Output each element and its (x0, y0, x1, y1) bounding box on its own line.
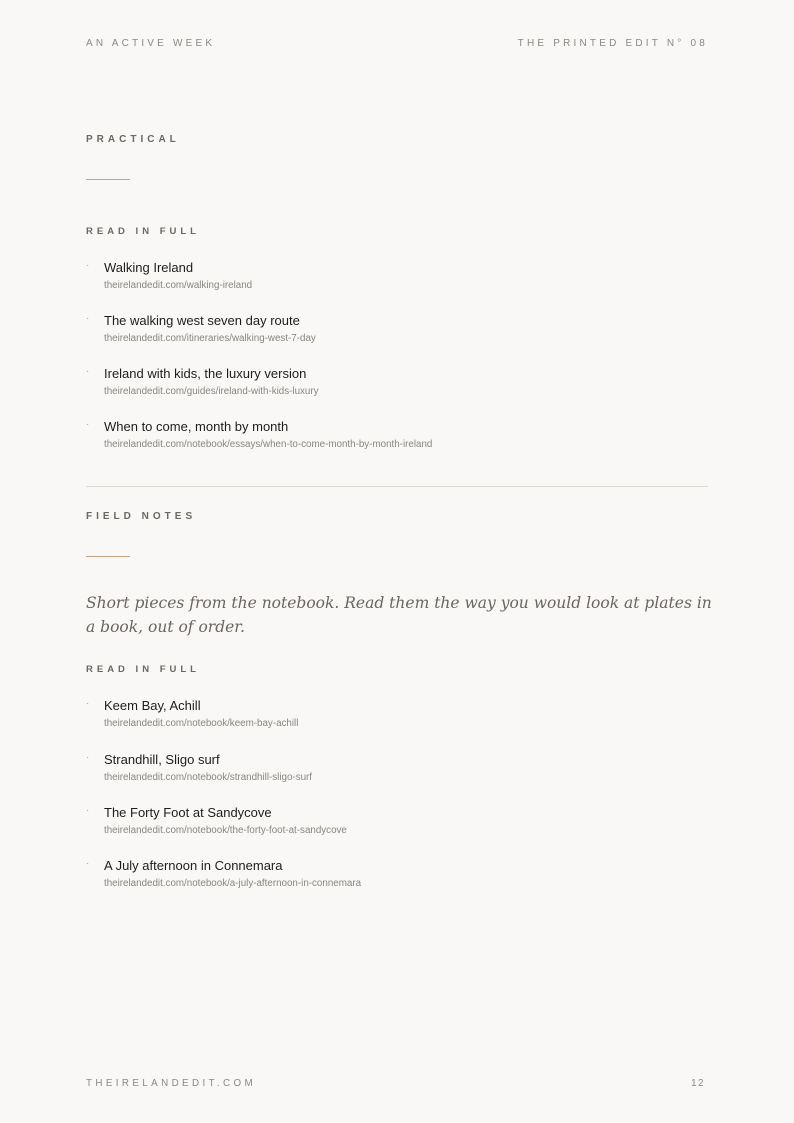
link-url[interactable]: theirelandedit.com/notebook/keem-bay-achill (104, 718, 299, 729)
running-header-right: THE PRINTED EDIT N° 08 (517, 38, 708, 49)
link-url[interactable]: theirelandedit.com/notebook/strandhill-sligo-surf (104, 772, 313, 783)
list-item[interactable] (86, 260, 708, 313)
field-notes-intro: Short pieces from the notebook. Read them the way you would look at plates in a book, out of order. (86, 594, 712, 636)
list-item[interactable] (86, 858, 708, 911)
link-title[interactable]: Walking Ireland (104, 260, 194, 275)
link-url[interactable]: theirelandedit.com/guides/ireland-with-kids-luxury (104, 386, 319, 397)
link-title[interactable]: Strandhill, Sligo surf (104, 752, 220, 767)
link-title[interactable]: A July afternoon in Connemara (104, 858, 283, 873)
bullet-icon: · (86, 419, 90, 430)
bullet-icon: · (86, 805, 90, 816)
footer-site: THEIRELANDEDIT.COM (86, 1078, 257, 1089)
read-in-full-label: READ IN FULL (86, 664, 200, 675)
link-title[interactable]: The walking west seven day route (104, 313, 300, 328)
list-item[interactable] (86, 752, 708, 805)
practical-link-list (86, 260, 708, 472)
bullet-icon: · (86, 752, 90, 763)
bullet-icon: · (86, 366, 90, 377)
section-divider (86, 486, 708, 487)
list-item[interactable] (86, 698, 708, 752)
field-notes-link-list (86, 698, 708, 911)
link-url[interactable]: theirelandedit.com/notebook/essays/when-to-come-month-by-month-ireland (104, 439, 433, 450)
accent-rule (86, 556, 130, 557)
bullet-icon: · (86, 698, 90, 709)
running-header-left: AN ACTIVE WEEK (86, 38, 216, 49)
list-item[interactable] (86, 366, 708, 419)
page-number: 12 (691, 1078, 705, 1089)
section-heading-practical: PRACTICAL (86, 134, 180, 145)
bullet-icon: · (86, 313, 90, 324)
bullet-icon: · (86, 260, 90, 271)
list-item[interactable] (86, 805, 708, 858)
link-url[interactable]: theirelandedit.com/notebook/the-forty-foot-at-sandycove (104, 825, 347, 836)
read-in-full-label: READ IN FULL (86, 226, 200, 237)
link-title[interactable]: The Forty Foot at Sandycove (104, 805, 272, 820)
list-item[interactable] (86, 313, 708, 366)
list-item[interactable] (86, 419, 708, 472)
link-url[interactable]: theirelandedit.com/itineraries/walking-west-7-day (104, 333, 316, 344)
link-url[interactable]: theirelandedit.com/notebook/a-july-afternoon-in-connemara (104, 878, 362, 889)
link-title[interactable]: Ireland with kids, the luxury version (104, 366, 307, 381)
link-title[interactable]: When to come, month by month (104, 419, 289, 434)
link-title[interactable]: Keem Bay, Achill (104, 698, 201, 713)
link-url[interactable]: theirelandedit.com/walking-ireland (104, 280, 253, 291)
bullet-icon: · (86, 858, 90, 869)
section-heading-field-notes: FIELD NOTES (86, 511, 197, 522)
accent-rule (86, 179, 130, 180)
